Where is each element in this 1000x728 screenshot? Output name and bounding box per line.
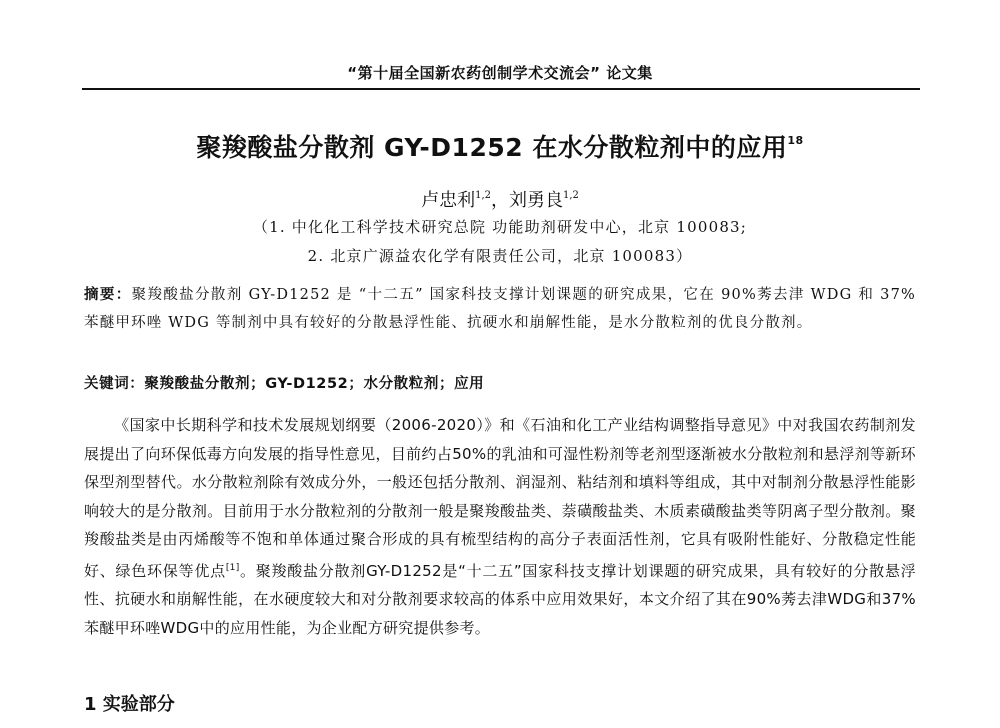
author-separator: ， (491, 190, 509, 211)
abstract (84, 281, 916, 337)
running-header: “第十届全国新农药创制学术交流会” 论文集 (347, 64, 653, 82)
affiliation-2: 2. 北京广源益农化学有限责任公司，北京 100083） (307, 247, 693, 265)
paragraph-text: 《国家中长期科学和技术发展规划纲要（2006-2020）》和《石油和化工产业结构调整指导意见》中对我国农药制剂发展提出了向环保低毒方向发展的指导性意见，目前约占50%的乳油和可湿性粉剂等老剂型逐渐被水分散粒剂和悬浮剂等新环保型剂型替代。水分散粒剂除有效成分外，一般还包括分散剂、润湿剂、粘结剂和填料等组成，其中对制剂分散悬浮性能影响较大的是分散剂。目前用于水分散粒剂的分散剂一般是聚羧酸盐类、萘磺酸盐类、木质素磺酸盐类等阴离子型分散剂。聚羧酸盐类是由丙烯酸等不饱和单体通过聚合形成的具有梳型结构的高分子表面活性剂，它具有吸附性能好、分散稳定性能好、绿色环保等优点 (84, 416, 916, 580)
author-name: 卢忠利 (421, 190, 476, 211)
author-name: 刘勇良 (509, 190, 563, 211)
title-footnote-mark: 18 (787, 134, 804, 147)
abstract-text: 聚羧酸盐分散剂 GY-D1252 是 “十二五” 国家科技支撑计划课题的研究成果，它在 90%莠去津 WDG 和 37%苯醚甲环唑 WDG 等制剂中具有较好的分散悬浮性能、抗硬水和崩解性能，是水分散粒剂的优良分散剂。 (84, 287, 917, 331)
paper-title (0, 128, 1000, 164)
keywords-text: 聚羧酸盐分散剂；GY-D1252；水分散粒剂；应用 (144, 376, 485, 392)
author-affiliation-mark: 1,2 (475, 190, 491, 201)
citation-link[interactable]: [1] (225, 562, 240, 573)
introduction-paragraph (84, 411, 916, 642)
keywords (84, 370, 916, 398)
keywords-label: 关键词： (84, 376, 145, 392)
section-heading: 1 实验部分 (84, 694, 175, 715)
abstract-label: 摘要： (84, 287, 132, 303)
title-text: 聚羧酸盐分散剂 GY-D1252 在水分散粒剂中的应用 (196, 133, 788, 162)
header-rule (82, 88, 920, 90)
affiliation-1: （1. 中化化工科学技术研究总院 功能助剂研发中心，北京 100083; (252, 218, 748, 236)
author-list (0, 186, 1000, 212)
author-affiliation-mark: 1,2 (563, 190, 579, 201)
paragraph-text: 。聚羧酸盐分散剂GY-D1252是“十二五”国家科技支撑计划课题的研究成果，具有较好的分散悬浮性、抗硬水和崩解性能，在水硬度较大和对分散剂要求较高的体系中应用效果好，本文介绍了其在90%莠去津WDG和37%苯醚甲环唑WDG中的应用性能，为企业配方研究提供参考。 (84, 561, 917, 637)
